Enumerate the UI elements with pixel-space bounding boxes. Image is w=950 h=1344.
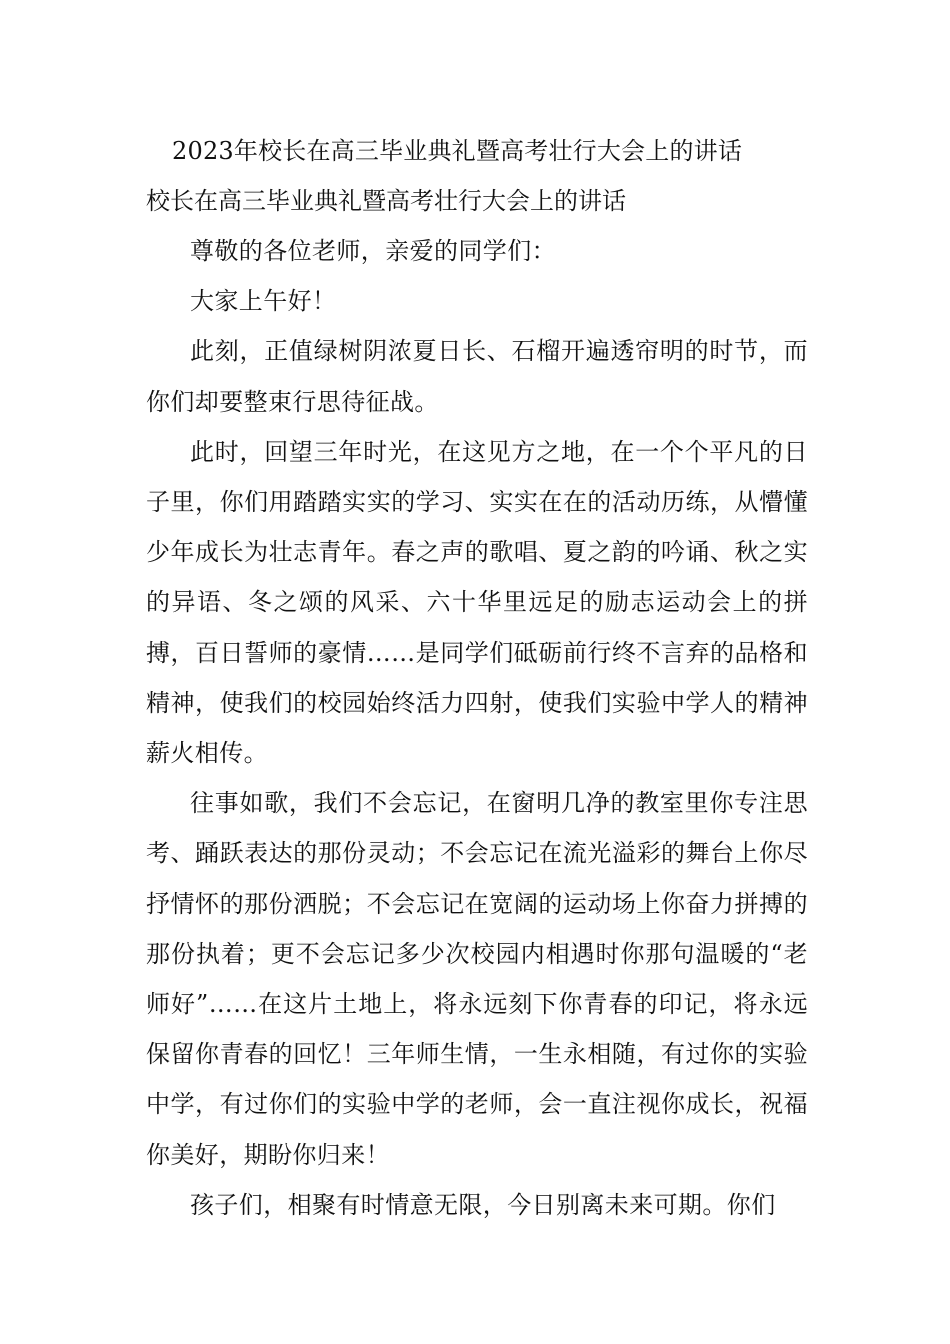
salutation-line: 大家上午好！ [190,287,337,316]
document-subtitle: 校长在高三毕业典礼暨高考壮行大会上的讲话 [146,187,626,215]
paragraph-3: 往事如歌，我们不会忘记，在窗明几净的教室里你专注思考、踊跃表达的那份灵动；不会忘记在流光溢彩的舞台上你尽抒情怀的那份洒脱；不会忘记在宽阔的运动场上你奋力拼搏的那份执着；更不会忘记多少次校园内相遇时你那句温暖的“老师好”……在这片土地上，将永远刻下你青春的印记，将永远保留你青春的回忆！三年师生情，一生永相随，有过你的实验中学，有过你们的实验中学的老师，会一直注视你成长，祝福你美好，期盼你归来！ [146,789,808,1169]
greeting-line: 尊敬的各位老师，亲爱的同学们： [190,237,556,265]
speech-text [146,126,808,1230]
document-title: 2023年校长在高三毕业典礼暨高考壮行大会上的讲话 [172,137,743,165]
paragraph-1: 此刻，正值绿树阴浓夏日长、石榴开遍透帘明的时节，而你们却要整束行思待征战。 [146,337,808,416]
paragraph-4: 孩子们，相聚有时情意无限，今日别离未来可期。你们 [190,1190,776,1219]
paragraph-2: 此时，回望三年时光，在这见方之地，在一个个平凡的日子里，你们用踏踏实实的学习、实实在在的活动历练，从懵懂少年成长为壮志青年。春之声的歌唱、夏之韵的吟诵、秋之实的异语、冬之颂的风采、六十华里远足的励志运动会上的拼搏，百日誓师的豪情……是同学们砥砺前行终不言弃的品格和精神，使我们的校园始终活力四射，使我们实验中学人的精神薪火相传。 [146,437,808,768]
